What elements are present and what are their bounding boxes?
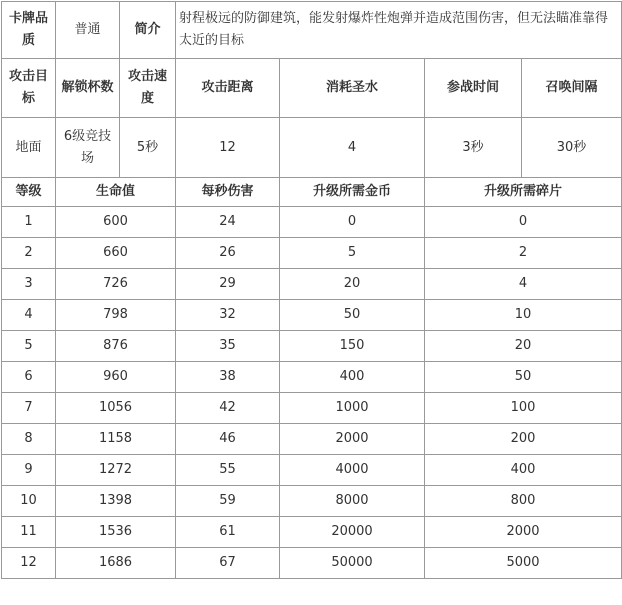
- table-row: [2, 207, 622, 238]
- hp-cell: 726: [56, 269, 176, 300]
- dps-cell: 24: [176, 207, 280, 238]
- range-value: 12: [176, 118, 280, 178]
- table-row: [2, 300, 622, 331]
- table-row: [2, 362, 622, 393]
- dps-cell: 35: [176, 331, 280, 362]
- level-cell: 9: [2, 455, 56, 486]
- intro-text: 射程极远的防御建筑，能发射爆炸性炮弹并造成范围伤害，但无法瞄准靠得太近的目标: [176, 2, 622, 59]
- shards-cell: 5000: [425, 548, 622, 579]
- dps-cell: 38: [176, 362, 280, 393]
- unlock-header: 解锁杯数: [56, 59, 120, 118]
- gold-cell: 50000: [280, 548, 425, 579]
- hp-cell: 876: [56, 331, 176, 362]
- hp-cell: 1272: [56, 455, 176, 486]
- deploy-header: 参战时间: [425, 59, 522, 118]
- table-row: [2, 269, 622, 300]
- gold-cell: 20: [280, 269, 425, 300]
- level-header-row: [2, 178, 622, 207]
- gold-cell: 1000: [280, 393, 425, 424]
- elixir-header: 消耗圣水: [280, 59, 425, 118]
- level-cell: 2: [2, 238, 56, 269]
- gold-cell: 2000: [280, 424, 425, 455]
- dps-cell: 55: [176, 455, 280, 486]
- level-cell: 11: [2, 517, 56, 548]
- dps-cell: 42: [176, 393, 280, 424]
- level-cell: 5: [2, 331, 56, 362]
- shards-cell: 800: [425, 486, 622, 517]
- quality-value: 普通: [56, 2, 120, 59]
- target-value: 地面: [2, 118, 56, 178]
- speed-header: 攻击速度: [120, 59, 176, 118]
- table-row: [2, 548, 622, 579]
- gold-cell: 50: [280, 300, 425, 331]
- shards-cell: 200: [425, 424, 622, 455]
- hp-cell: 1686: [56, 548, 176, 579]
- interval-header: 召唤间隔: [522, 59, 622, 118]
- shards-cell: 10: [425, 300, 622, 331]
- table-row: [2, 517, 622, 548]
- gold-header: 升级所需金币: [280, 178, 425, 207]
- level-cell: 7: [2, 393, 56, 424]
- table-row: [2, 393, 622, 424]
- gold-cell: 8000: [280, 486, 425, 517]
- hp-cell: 600: [56, 207, 176, 238]
- deploy-value: 3秒: [425, 118, 522, 178]
- level-header: 等级: [2, 178, 56, 207]
- level-cell: 12: [2, 548, 56, 579]
- dps-cell: 67: [176, 548, 280, 579]
- shards-cell: 2: [425, 238, 622, 269]
- gold-cell: 5: [280, 238, 425, 269]
- shards-header: 升级所需碎片: [425, 178, 622, 207]
- hp-cell: 1398: [56, 486, 176, 517]
- hp-cell: 1158: [56, 424, 176, 455]
- card-info-row: [2, 2, 622, 59]
- hp-cell: 798: [56, 300, 176, 331]
- gold-cell: 4000: [280, 455, 425, 486]
- shards-cell: 2000: [425, 517, 622, 548]
- table-row: [2, 424, 622, 455]
- dps-cell: 26: [176, 238, 280, 269]
- gold-cell: 20000: [280, 517, 425, 548]
- hp-cell: 660: [56, 238, 176, 269]
- card-stats-table: [1, 1, 622, 579]
- shards-cell: 400: [425, 455, 622, 486]
- shards-cell: 0: [425, 207, 622, 238]
- level-cell: 1: [2, 207, 56, 238]
- dps-cell: 61: [176, 517, 280, 548]
- hp-cell: 960: [56, 362, 176, 393]
- shards-cell: 20: [425, 331, 622, 362]
- target-header: 攻击目标: [2, 59, 56, 118]
- table-row: [2, 486, 622, 517]
- level-cell: 3: [2, 269, 56, 300]
- elixir-value: 4: [280, 118, 425, 178]
- level-cell: 4: [2, 300, 56, 331]
- table-row: [2, 455, 622, 486]
- table-body: [2, 2, 622, 579]
- speed-value: 5秒: [120, 118, 176, 178]
- level-cell: 8: [2, 424, 56, 455]
- shards-cell: 100: [425, 393, 622, 424]
- dps-cell: 29: [176, 269, 280, 300]
- stat-value-row: [2, 118, 622, 178]
- quality-label: 卡牌品质: [2, 2, 56, 59]
- range-header: 攻击距离: [176, 59, 280, 118]
- dps-cell: 32: [176, 300, 280, 331]
- table-row: [2, 331, 622, 362]
- dps-cell: 59: [176, 486, 280, 517]
- level-cell: 6: [2, 362, 56, 393]
- gold-cell: 150: [280, 331, 425, 362]
- dps-cell: 46: [176, 424, 280, 455]
- unlock-value: 6级竞技场: [56, 118, 120, 178]
- hp-cell: 1536: [56, 517, 176, 548]
- hp-header: 生命值: [56, 178, 176, 207]
- gold-cell: 400: [280, 362, 425, 393]
- shards-cell: 4: [425, 269, 622, 300]
- level-cell: 10: [2, 486, 56, 517]
- hp-cell: 1056: [56, 393, 176, 424]
- table-row: [2, 238, 622, 269]
- intro-label: 简介: [120, 2, 176, 59]
- shards-cell: 50: [425, 362, 622, 393]
- interval-value: 30秒: [522, 118, 622, 178]
- gold-cell: 0: [280, 207, 425, 238]
- dps-header: 每秒伤害: [176, 178, 280, 207]
- stat-header-row: [2, 59, 622, 118]
